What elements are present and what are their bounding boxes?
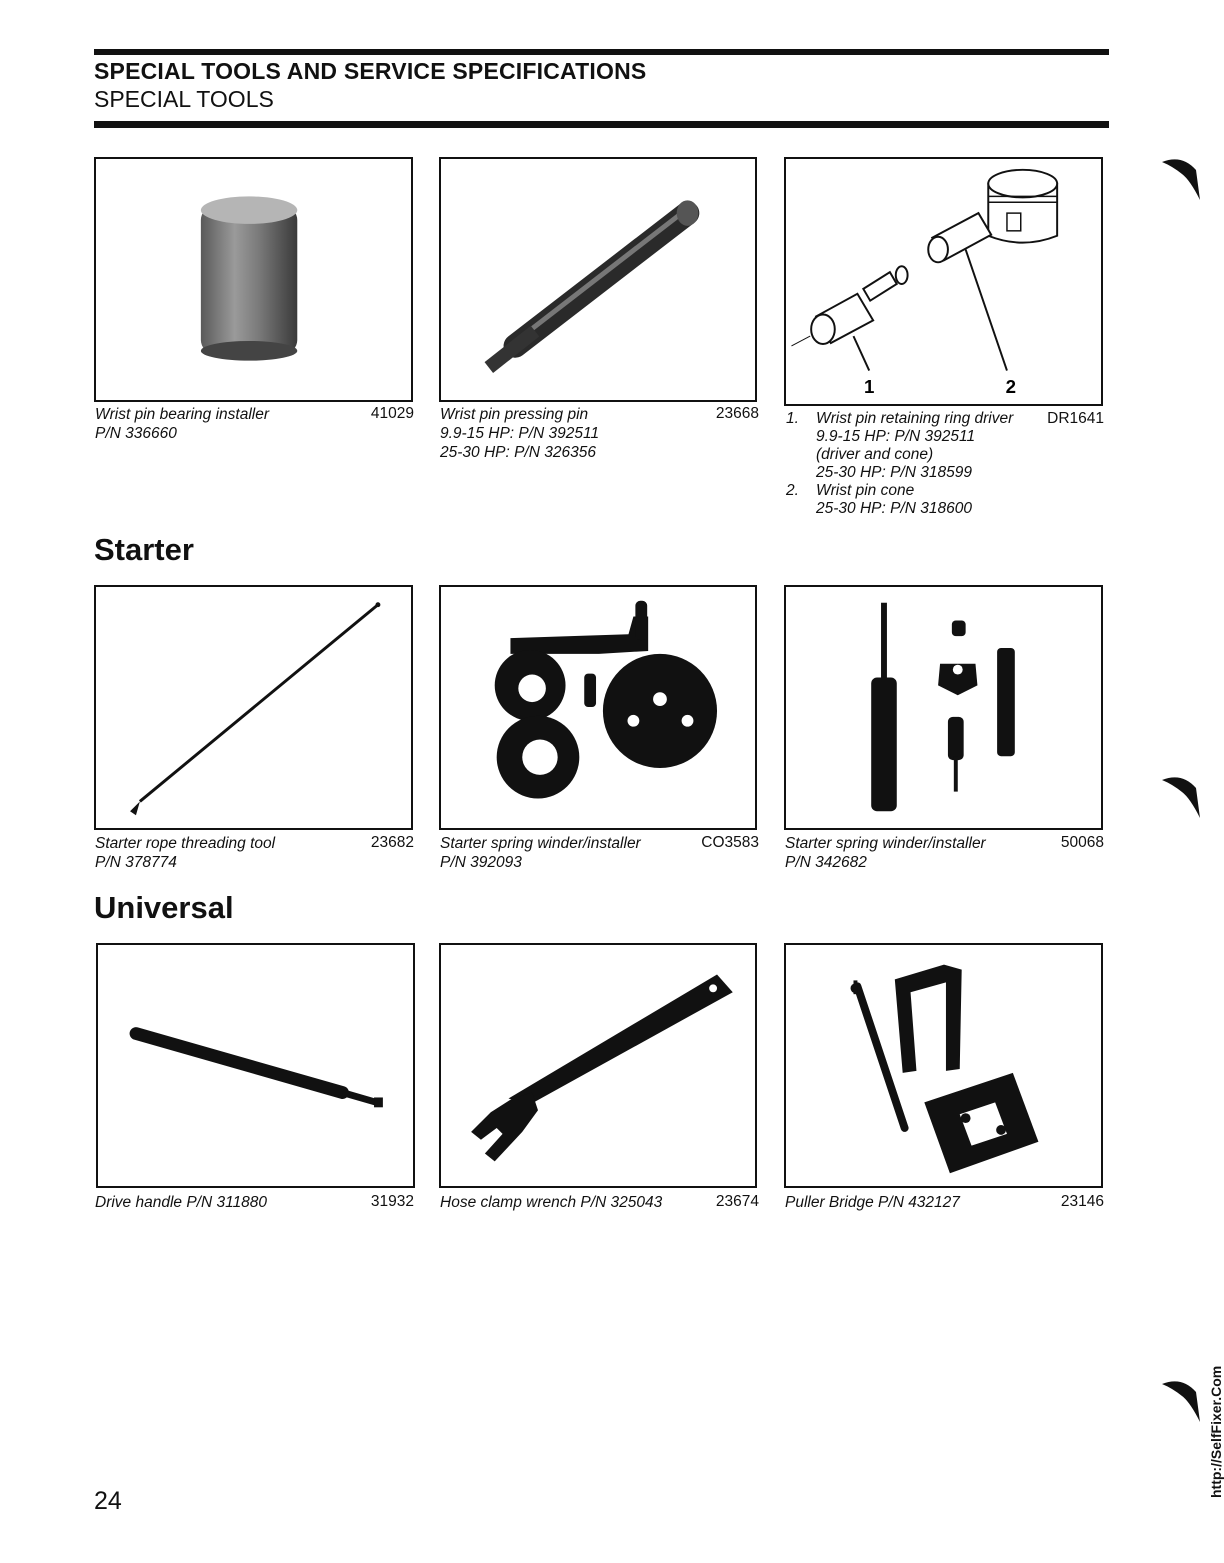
hose-clamp-wrench-illustration [441, 945, 755, 1186]
caption-hose-clamp-wrench: Hose clamp wrench P/N 325043 [440, 1194, 663, 1211]
drive-handle-illustration [98, 945, 413, 1186]
section-heading-starter: Starter [94, 532, 194, 567]
caption-starter-spring-winder-392093: Starter spring winder/installer P/N 392093 [440, 835, 641, 871]
section-heading-universal: Universal [94, 890, 234, 925]
figure-number: 23682 [370, 834, 414, 851]
ring-driver-diagram [786, 159, 1101, 404]
spring-winder-kit-illustration [441, 587, 755, 828]
threading-tool-illustration [96, 587, 411, 828]
callout-2: 2 [1005, 376, 1017, 398]
pressing-pin-illustration [441, 159, 755, 400]
figure-number: 41029 [370, 405, 414, 422]
caption-starter-spring-winder-342682: Starter spring winder/installer P/N 342682 [785, 835, 986, 871]
callout-1: 1 [864, 376, 875, 398]
caption-wrist-pin-pressing-pin: Wrist pin pressing pin 9.9-15 HP: P/N 392511 25-30 HP: P/N 326356 [440, 406, 600, 461]
puller-bridge-illustration [786, 945, 1101, 1186]
caption-drive-handle: Drive handle P/N 311880 [95, 1194, 268, 1211]
figure-number: DR1641 [1047, 410, 1104, 427]
header-bottom-rule [94, 121, 1109, 128]
tab-mark-icon [1160, 770, 1202, 820]
tab-mark-icon [1160, 152, 1202, 202]
figure-number: 31932 [370, 1193, 414, 1210]
figure-wrist-pin-ring-driver [784, 157, 1103, 406]
caption-wrist-pin-bearing-installer: Wrist pin bearing installer P/N 336660 [95, 406, 270, 442]
caption-starter-rope-threading-tool: Starter rope threading tool P/N 378774 [95, 835, 276, 871]
figure-starter-spring-winder-342682 [784, 585, 1103, 830]
figure-wrist-pin-bearing-installer [94, 157, 413, 402]
figure-number: 23668 [715, 405, 759, 422]
figure-number: 50068 [1060, 834, 1104, 851]
figure-starter-rope-threading-tool [94, 585, 413, 830]
page-subtitle: SPECIAL TOOLS [94, 86, 274, 112]
tab-mark-icon [1160, 1374, 1202, 1424]
figure-puller-bridge [784, 943, 1103, 1188]
caption-wrist-pin-ring-driver: 1. Wrist pin retaining ring driver 9.9-15 HP: P/N 392511 (driver and cone) 25-30 HP: P/N 318599 2. Wrist pin cone 25-30 HP: P/N 318600 [786, 410, 1014, 517]
page-title: SPECIAL TOOLS AND SERVICE SPECIFICATIONS [94, 58, 647, 84]
page-number: 24 [94, 1487, 122, 1515]
spring-winder-tools-illustration [786, 587, 1101, 828]
figure-drive-handle [96, 943, 415, 1188]
figure-number: 23146 [1060, 1193, 1104, 1210]
header-top-rule [94, 49, 1109, 55]
figure-number: CO3583 [701, 834, 759, 851]
watermark-text: http://SelfFixer.Com [1208, 1365, 1224, 1498]
figure-wrist-pin-pressing-pin [439, 157, 757, 402]
figure-hose-clamp-wrench [439, 943, 757, 1188]
caption-puller-bridge: Puller Bridge P/N 432127 [785, 1194, 960, 1211]
figure-starter-spring-winder-392093 [439, 585, 757, 830]
figure-number: 23674 [715, 1193, 759, 1210]
bearing-installer-illustration [96, 159, 411, 400]
